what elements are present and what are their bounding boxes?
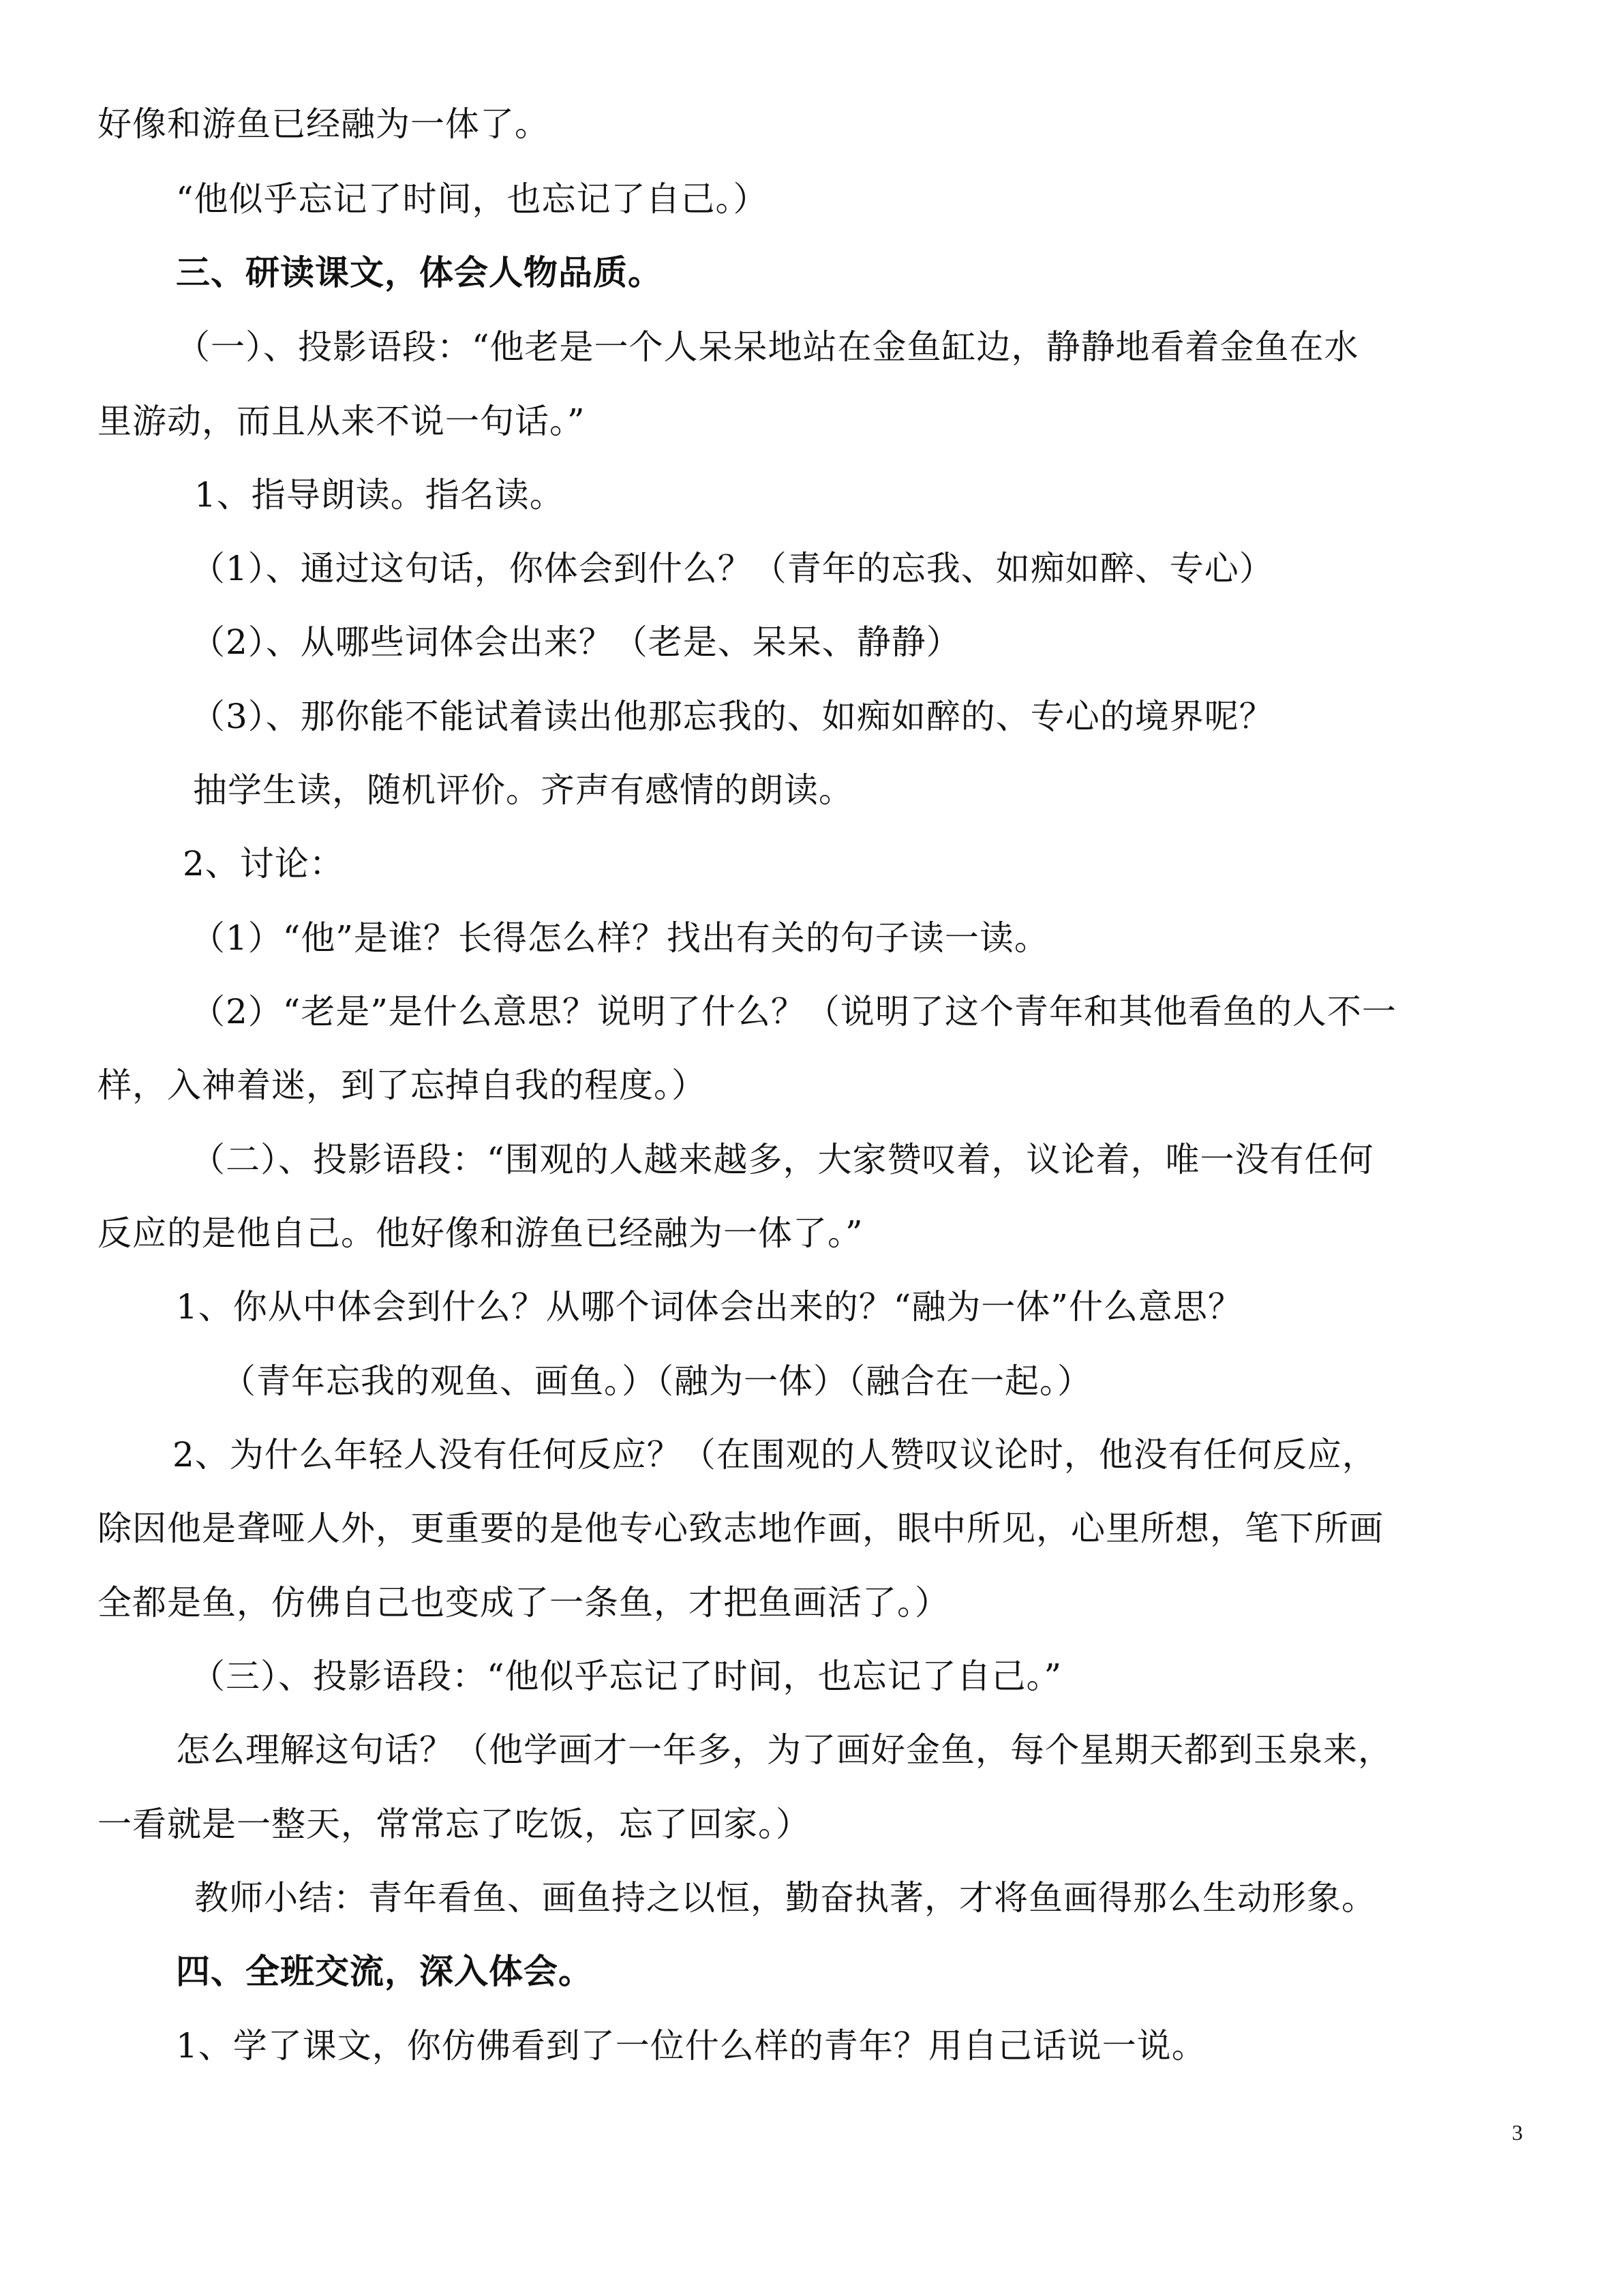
text-line: （3）、那你能不能试着读出他那忘我的、如痴如醉的、专心的境界呢？ <box>191 697 1274 736</box>
text-line: （2）、从哪些词体会出来？（老是、呆呆、静静） <box>191 622 961 662</box>
text-line: 1、学了课文，你仿佛看到了一位什么样的青年？用自己话说一说。 <box>176 2026 1207 2066</box>
text-line: “他似乎忘记了时间，也忘记了自己。） <box>176 179 768 219</box>
text-line: 2、为什么年轻人没有任何反应？（在围观的人赞叹议论时，他没有任何反应， <box>172 1435 1377 1475</box>
text-line: 样，入神着迷，到了忘掉自我的程度。） <box>97 1066 706 1105</box>
text-line: 除因他是聋哑人外，更重要的是他专心致志地作画，眼中所见，心里所想，笔下所画 <box>97 1509 1384 1548</box>
page-number: 3 <box>1512 2120 1523 2145</box>
text-line: （1）“他”是谁？长得怎么样？找出有关的句子读一读。 <box>191 918 1049 958</box>
text-line: 怎么理解这句话？（他学画才一年多，为了画好金鱼，每个星期天都到玉泉来， <box>176 1730 1393 1770</box>
text-line: （二）、投影语段：“围观的人越来越多，大家赞叹着，议论着，唯一没有任何 <box>191 1140 1374 1179</box>
section-heading: 四、全班交流，深入体会。 <box>176 1951 593 1991</box>
text-line: （1）、通过这句话，你体会到什么？（青年的忘我、如痴如醉、专心） <box>191 549 1274 588</box>
text-line: （三）、投影语段：“他似乎忘记了时间，也忘记了自己。” <box>191 1657 1063 1696</box>
text-line: （青年忘我的观鱼、画鱼。）（融为一体）（融合在一起。） <box>222 1361 1092 1401</box>
text-line: 教师小结：青年看鱼、画鱼持之以恒，勤奋执著，才将鱼画得那么生动形象。 <box>194 1878 1376 1918</box>
text-line: 一看就是一整天，常常忘了吃饭，忘了回家。） <box>97 1804 810 1844</box>
text-line: 全都是鱼，仿佛自己也变成了一条鱼，才把鱼画活了。） <box>97 1583 950 1622</box>
text-line: 1、指导朗读。指名读。 <box>194 475 564 515</box>
text-line: （一）、投影语段：“他老是一个人呆呆地站在金鱼缸边，静静地看着金鱼在水 <box>176 327 1359 367</box>
text-line: 好像和游鱼已经融为一体了。 <box>97 104 549 144</box>
text-line: 1、你从中体会到什么？从哪个词体会出来的？“融为一体”什么意思？ <box>176 1287 1243 1327</box>
text-line: （2）“老是”是什么意思？说明了什么？（说明了这个青年和其他看鱼的人不一 <box>191 992 1397 1031</box>
text-line: 2、讨论： <box>183 844 344 883</box>
text-line: 抽学生读，随机评价。齐声有感情的朗读。 <box>193 770 853 810</box>
text-line: 反应的是他自己。他好像和游鱼已经融为一体了。” <box>97 1213 864 1253</box>
section-heading: 三、研读课文，体会人物品质。 <box>176 252 663 292</box>
text-line: 里游动，而且从来不说一句话。” <box>97 402 586 441</box>
